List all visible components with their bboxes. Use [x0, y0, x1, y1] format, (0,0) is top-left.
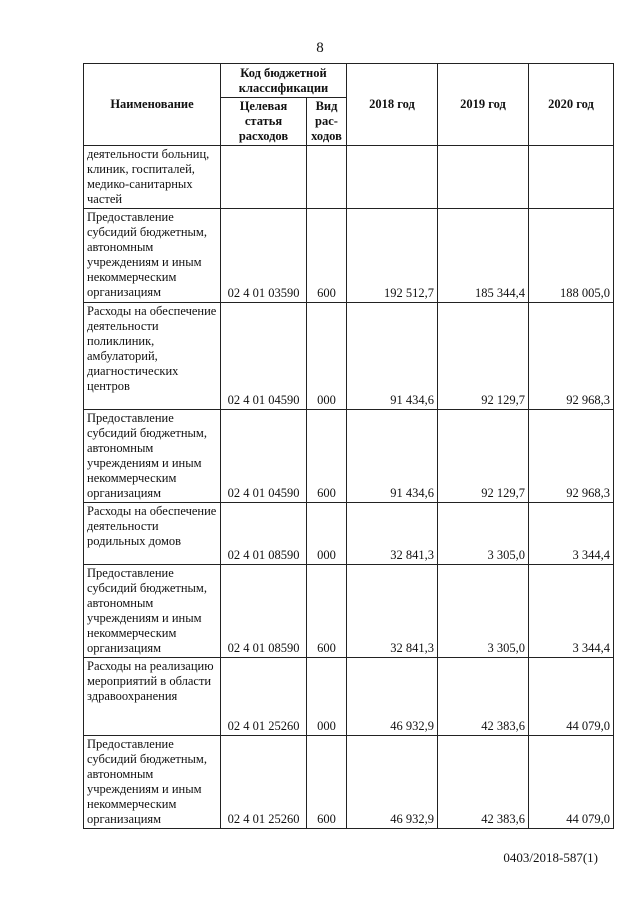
row-2020: 44 079,0 [529, 736, 614, 829]
row-2018: 91 434,6 [347, 410, 438, 503]
row-2018 [347, 146, 438, 209]
row-2020 [529, 146, 614, 209]
table-row [84, 565, 614, 658]
row-target-article: 02 4 01 04590 [221, 303, 307, 410]
row-2018: 32 841,3 [347, 565, 438, 658]
header-2019: 2019 год [438, 64, 529, 146]
row-name: деятельности больниц, клиник, госпиталей, медико-санитарных частей [84, 146, 221, 209]
row-2020: 3 344,4 [529, 565, 614, 658]
row-expense-kind: 000 [307, 658, 347, 736]
row-2020: 3 344,4 [529, 503, 614, 565]
header-2020: 2020 год [529, 64, 614, 146]
row-target-article: 02 4 01 08590 [221, 503, 307, 565]
row-2019: 42 383,6 [438, 658, 529, 736]
row-name: Предоставление субсидий бюджетным, автономным учреждениям и иным некоммерческим организациям [84, 209, 221, 303]
row-2018: 32 841,3 [347, 503, 438, 565]
row-2020: 92 968,3 [529, 303, 614, 410]
row-2018: 192 512,7 [347, 209, 438, 303]
row-name: Расходы на обеспечение деятельности поликлиник, амбулаторий, диагностических центров [84, 303, 221, 410]
document-registration-code: 0403/2018-587(1) [503, 850, 598, 865]
row-expense-kind: 600 [307, 736, 347, 829]
table-row [84, 410, 614, 503]
row-2018: 46 932,9 [347, 658, 438, 736]
table-row [84, 503, 614, 565]
row-target-article: 02 4 01 25260 [221, 658, 307, 736]
row-2019: 42 383,6 [438, 736, 529, 829]
header-expense-kind: Вид рас-ходов [307, 98, 347, 146]
row-2020: 44 079,0 [529, 658, 614, 736]
row-target-article: 02 4 01 04590 [221, 410, 307, 503]
row-target-article: 02 4 01 03590 [221, 209, 307, 303]
row-2019: 92 129,7 [438, 303, 529, 410]
row-2020: 188 005,0 [529, 209, 614, 303]
table-row [84, 658, 614, 736]
row-expense-kind: 600 [307, 410, 347, 503]
row-2019: 185 344,4 [438, 209, 529, 303]
header-code-group: Код бюджетной классификации [221, 64, 347, 98]
row-target-article: 02 4 01 08590 [221, 565, 307, 658]
row-2019 [438, 146, 529, 209]
table-row [84, 736, 614, 829]
row-2019: 3 305,0 [438, 503, 529, 565]
row-target-article: 02 4 01 25260 [221, 736, 307, 829]
table-row [84, 146, 614, 209]
budget-table [83, 63, 614, 829]
row-2019: 3 305,0 [438, 565, 529, 658]
table-row [84, 303, 614, 410]
row-2018: 46 932,9 [347, 736, 438, 829]
header-target-article: Целевая статья расходов [221, 98, 307, 146]
row-name: Расходы на реализацию мероприятий в области здравоохранения [84, 658, 221, 736]
row-target-article [221, 146, 307, 209]
row-name: Расходы на обеспечение деятельности родильных домов [84, 503, 221, 565]
row-2019: 92 129,7 [438, 410, 529, 503]
row-name: Предоставление субсидий бюджетным, автономным учреждениям и иным некоммерческим организациям [84, 565, 221, 658]
header-name: Наименование [84, 64, 221, 146]
row-expense-kind [307, 146, 347, 209]
table-row [84, 209, 614, 303]
header-2018: 2018 год [347, 64, 438, 146]
row-name: Предоставление субсидий бюджетным, автономным учреждениям и иным некоммерческим организациям [84, 736, 221, 829]
row-name: Предоставление субсидий бюджетным, автономным учреждениям и иным некоммерческим организациям [84, 410, 221, 503]
row-2018: 91 434,6 [347, 303, 438, 410]
row-expense-kind: 600 [307, 565, 347, 658]
row-expense-kind: 600 [307, 209, 347, 303]
row-expense-kind: 000 [307, 303, 347, 410]
row-2020: 92 968,3 [529, 410, 614, 503]
row-expense-kind: 000 [307, 503, 347, 565]
page-number: 8 [316, 40, 324, 56]
